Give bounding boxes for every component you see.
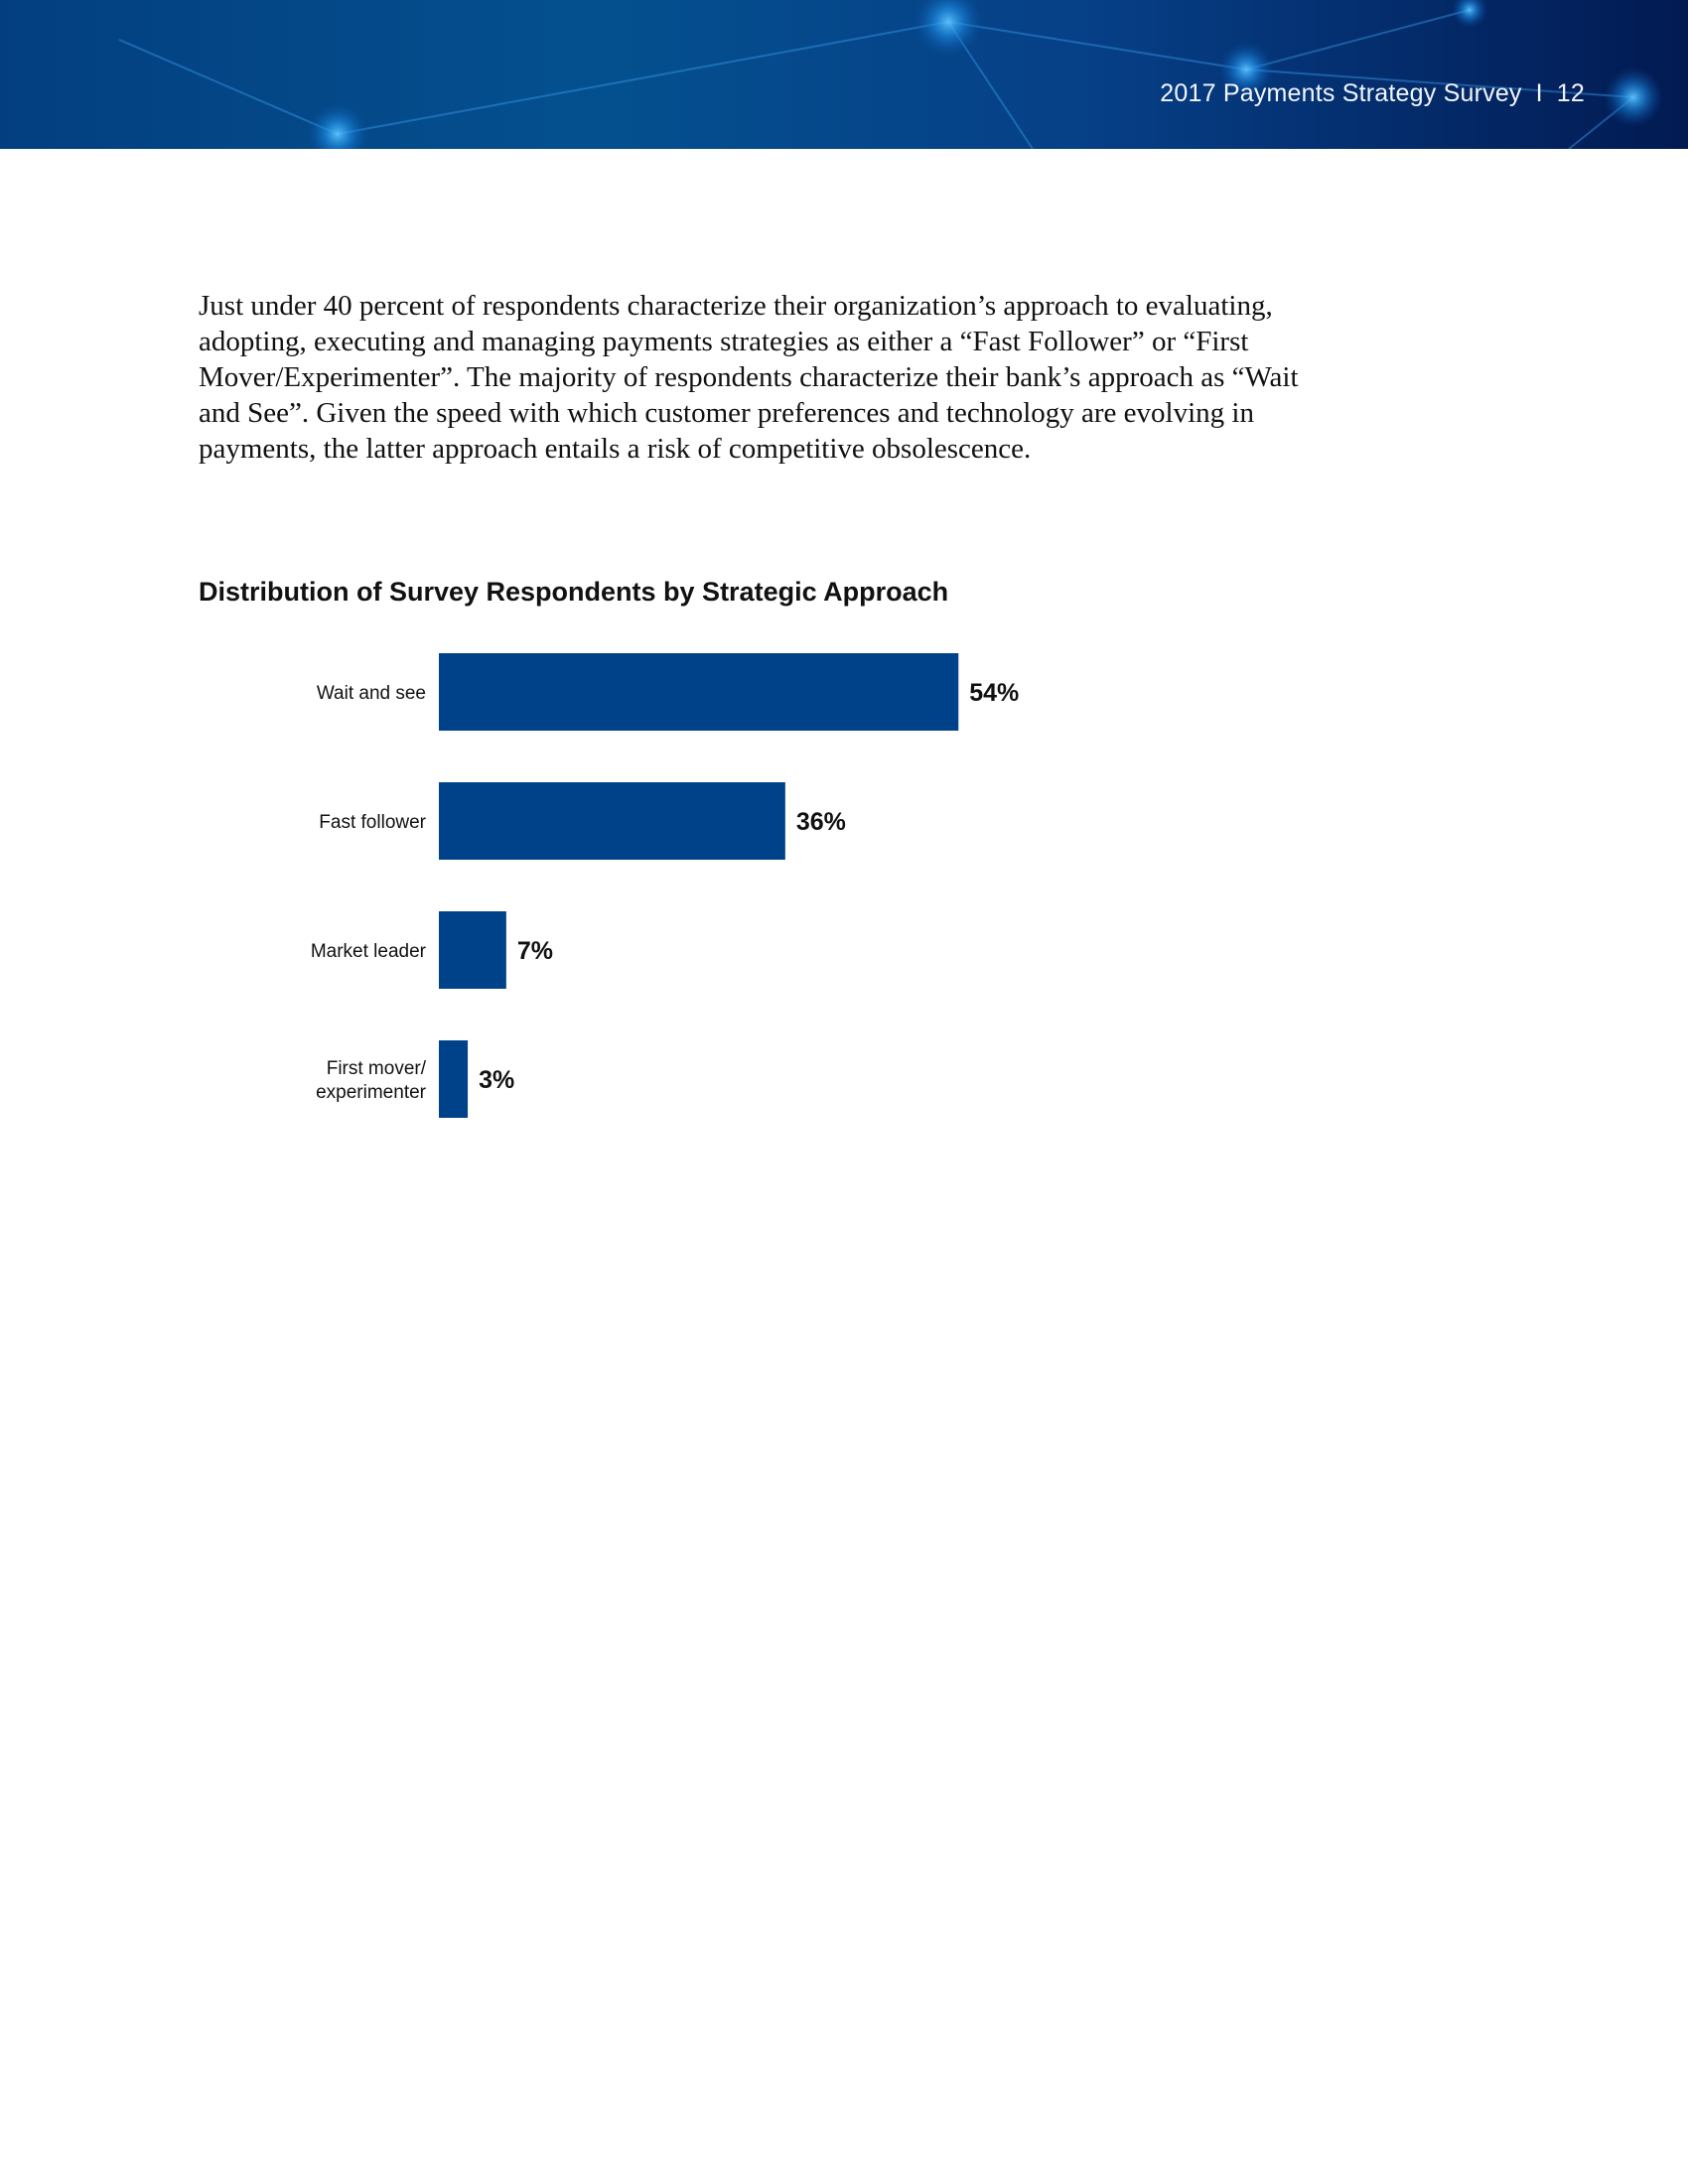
category-label-fast-follower: Fast follower [319, 812, 426, 833]
page-number: 12 [1556, 79, 1585, 107]
header-title-line [1160, 79, 1585, 108]
bar-wait-and-see [439, 653, 958, 731]
category-label-wait-and-see: Wait and see [316, 683, 426, 704]
data-label-first-mover-experimenter: 3% [479, 1066, 515, 1094]
network-background-graphic [0, 0, 1688, 149]
header-banner [0, 0, 1688, 149]
category-label-first-mover-experimenter: First mover/ experimenter [316, 1058, 426, 1103]
bar-first-mover-experimenter [439, 1040, 468, 1118]
strategic-approach-bar-chart [0, 635, 1688, 1152]
header-separator: I [1535, 79, 1543, 107]
data-label-fast-follower: 36% [795, 808, 846, 836]
category-label-market-leader: Market leader [310, 941, 426, 962]
report-title: 2017 Payments Strategy Survey [1160, 79, 1522, 107]
intro-paragraph: Just under 40 percent of respondents characterize their organization’s approach to evaluating, adopting, executing and managing payments strategies as either a “Fast Follower” or “First Mover/Experimenter”. The majority of respondents characterize their bank’s approach as “Wait and See”. Given the speed with which customer preferences and technology are evolving in payments, the latter approach entails a risk of competitive obsolescence. [199, 290, 1299, 465]
data-label-market-leader: 7% [516, 937, 553, 965]
bar-market-leader [439, 911, 506, 989]
chart-title: Distribution of Survey Respondents by Strategic Approach [199, 577, 949, 607]
bar-fast-follower [439, 782, 785, 860]
data-label-wait-and-see: 54% [969, 679, 1020, 707]
